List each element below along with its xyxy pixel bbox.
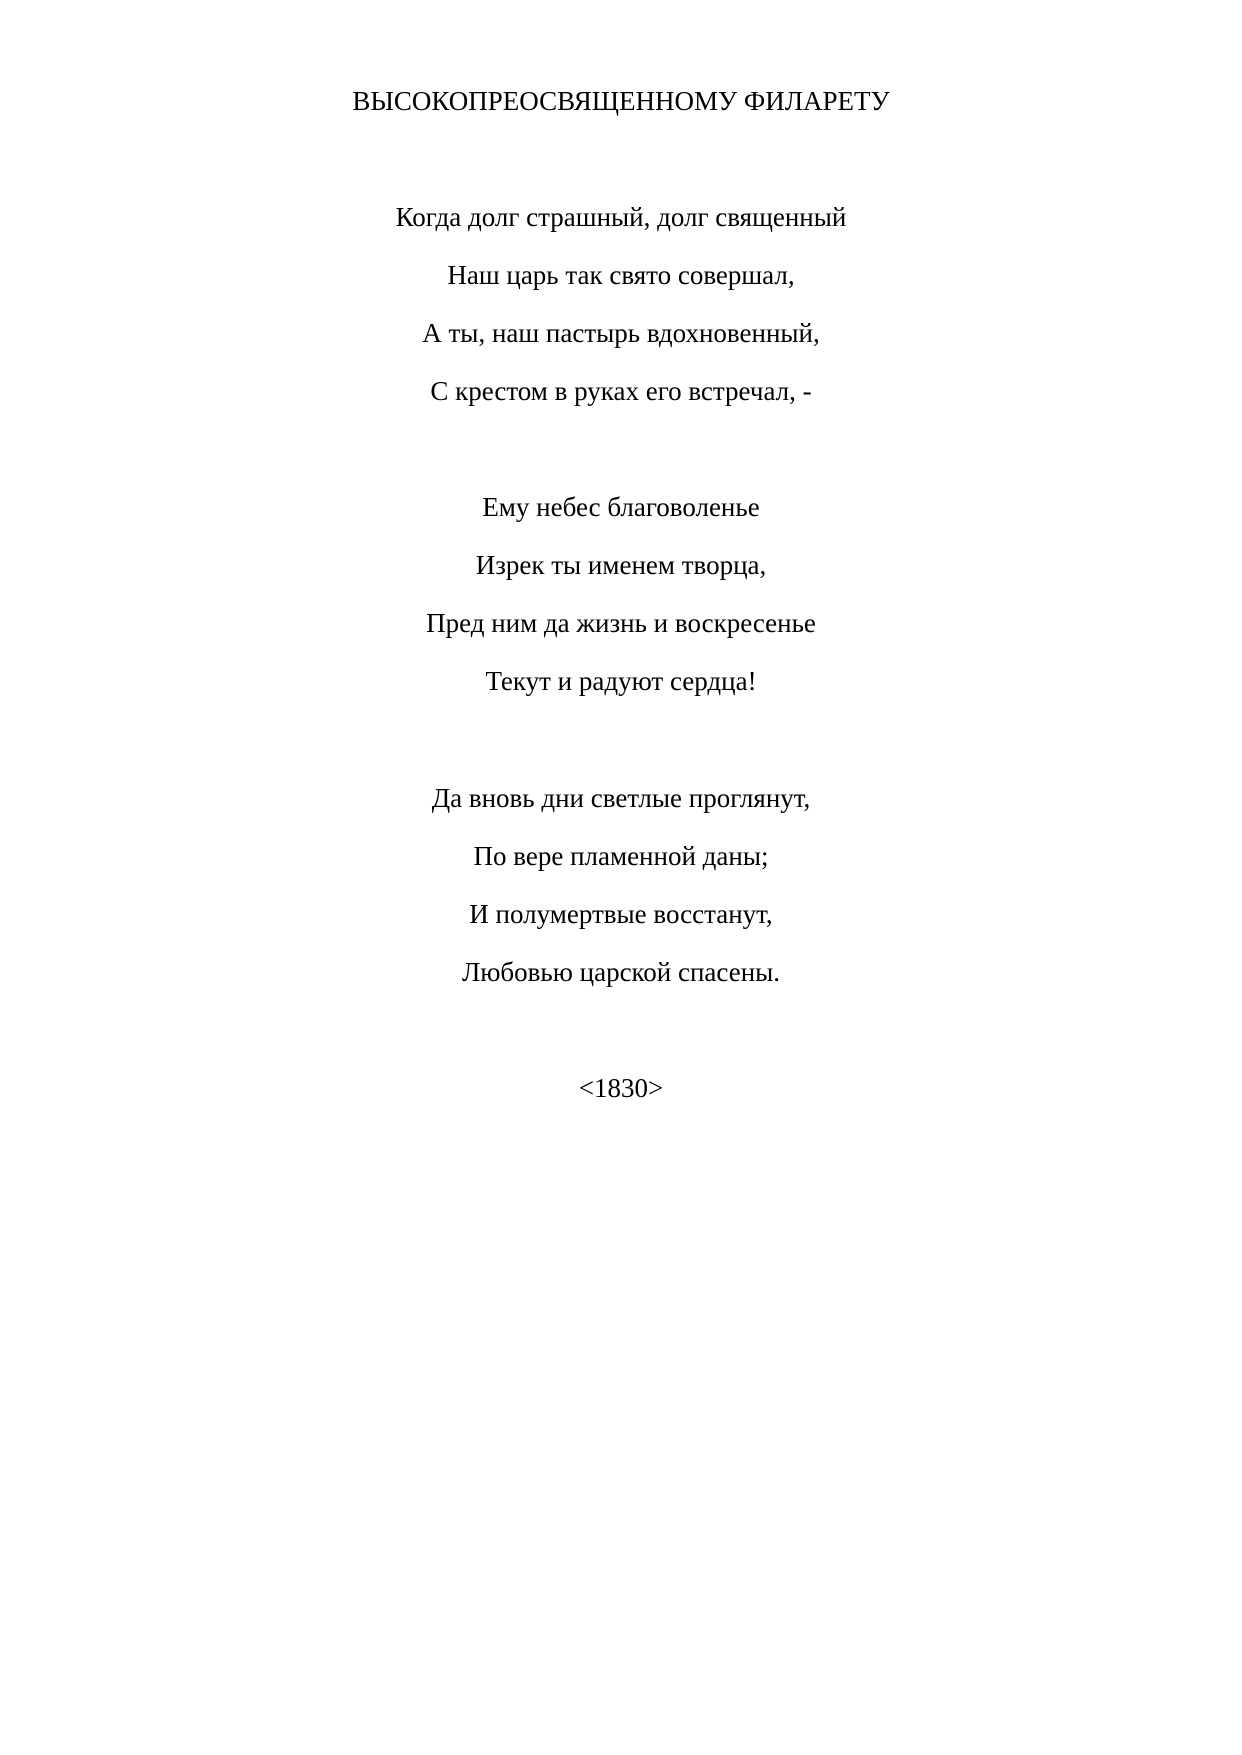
poem-stanza-1: [0, 199, 1242, 431]
poem-stanza-3: [0, 780, 1242, 1012]
poem-line: По вере пламенной даны;: [473, 841, 769, 871]
poem-line: И полумертвые восстанут,: [469, 899, 773, 929]
poem-stanza-2: [0, 489, 1242, 721]
poem-line: Изрек ты именем творца,: [475, 550, 767, 580]
poem-line: Ему небес благоволенье: [482, 492, 760, 522]
poem-line: Текут и радуют сердца!: [485, 666, 757, 696]
poem-line: Наш царь так свято совершал,: [447, 260, 795, 290]
poem-line: Когда долг страшный, долг священный: [395, 202, 847, 232]
poem-line: С крестом в руках его встречал, -: [430, 376, 812, 406]
poem-date: <1830>: [578, 1073, 664, 1103]
poem-line: Любовью царской спасены.: [461, 957, 781, 987]
poem-line: Да вновь дни светлые проглянут,: [431, 783, 811, 813]
poem-title: ВЫСОКОПРЕОСВЯЩЕННОМУ ФИЛАРЕТУ: [352, 86, 890, 116]
poem-line: А ты, наш пастырь вдохновенный,: [422, 318, 820, 348]
poem-line: Пред ним да жизнь и воскресенье: [426, 608, 816, 638]
